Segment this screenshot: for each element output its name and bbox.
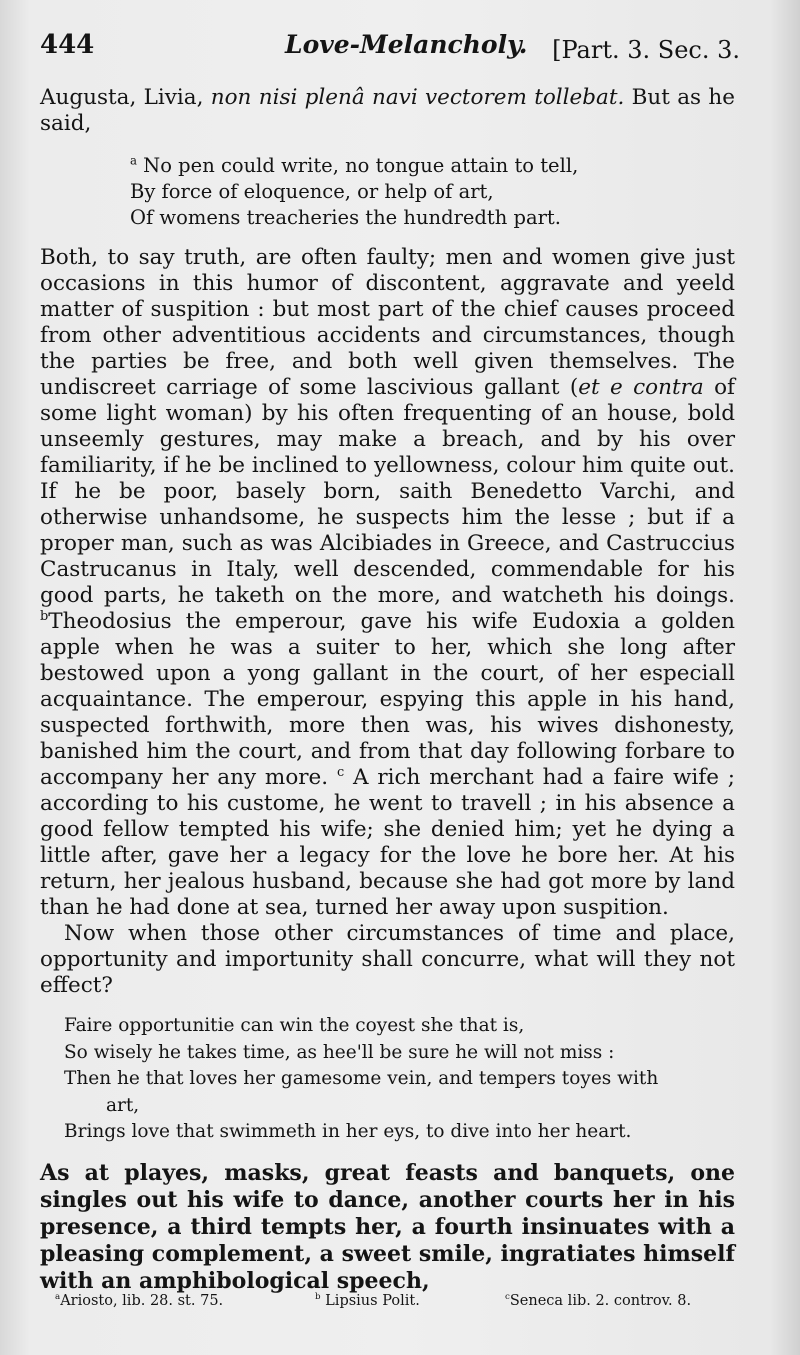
opening-continuation: But as he said,	[40, 85, 735, 136]
footnote-b: $^b$ Lipsius Polit.	[315, 1292, 420, 1309]
page-number: 444	[40, 30, 95, 60]
footnote-marker-b: b	[40, 608, 49, 624]
verse-line: Brings love that swimmeth in her eys, to dive into her heart.	[64, 1121, 632, 1142]
opening-text: Augusta, Livia,	[40, 85, 204, 110]
verse-line: So wisely he takes time, as hee'll be sure he will not miss :	[64, 1041, 615, 1063]
running-title: Love-Melancholy.	[285, 30, 528, 59]
third-paragraph: As at playes, masks, great feasts and banquets, one singles out his wife to dance, another courts her in his presence, a third tempts her, a fourth insinuates with a pleasing complement, a sweet smile, ingratiates himself with an amphibological speech,	[40, 1159, 735, 1294]
opening-paragraph	[40, 85, 735, 137]
verse-line: Faire opportunitie can win the coyest she that is,	[64, 1015, 525, 1036]
verse-line: Then he that loves her gamesome vein, and tempers toyes with	[64, 1068, 659, 1089]
verse-line: $^a$ No pen could write, no tongue attain to tell,	[130, 153, 579, 177]
footnote-a: $^a$Ariosto, lib. 28. st. 75.	[55, 1292, 224, 1309]
page-body	[40, 85, 735, 1295]
main-paragraph: Both, to say truth, are often faulty; men and women give just occasions in this humor of discontent, aggravate and yeeld matter of suspition : but most part of the chief causes proceed from other adventitious accidents and circumstances, though the parties be free, and both well given themselves. The undiscreet carriage of some lascivious gallant (et e contra of some light woman) by his often frequenting of an house, bold unseemly gestures, may make a breach, and by his over familiarity, if he be inclined to yellowness, colour him quite out. If he be poor, basely born, saith Benedetto Varchi, and otherwise unhandsome, he suspects him the lesse ; but if a proper man, such as was Alcibiades in Greece, and Castruccius Castrucanus in Italy, well descended, commendable for his good parts, he taketh on the more, and watcheth his doings. $^b$Theodosius the emperour, gave his wife Eudoxia a golden apple when he was a suiter to her, which she long after bestowed upon a yong gallant in the court, of her especiall acquaintance. The emperour, espying this apple in his hand, suspected forthwith, more then was, his wives dishonesty, banished him the court, and from that day following forbare to accompany her any more. $^c$ A rich merchant had a faire wife ; according to his custome, he went to travell ; in his absence a good fellow tempted his wife; she denied him; yet he dying a little after, gave her a legacy for the love he bore her. At his return, her jealous husband, because she had got more by land than he had done at sea, turned her away upon suspition.	[40, 245, 736, 920]
verse-line: Of womens treacheries the hundredth part.	[130, 206, 561, 229]
verse-block-2	[64, 1013, 735, 1146]
running-header	[40, 30, 740, 70]
footnotes	[55, 1293, 735, 1323]
footnote-marker-c: c	[336, 764, 345, 780]
opening-latin: non nisi plenâ navi vectorem tollebat.	[210, 85, 625, 110]
verse-line: By force of eloquence, or help of art,	[130, 180, 494, 203]
second-paragraph: Now when those other circumstances of time and place, opportunity and importunity shall concurre, what will they not effect?	[40, 921, 735, 998]
verse-line: art,	[106, 1094, 140, 1116]
footnote-c: $^c$Seneca lib. 2. controv. 8.	[505, 1292, 692, 1309]
part-section-label: [Part. 3. Sec. 3.	[552, 36, 740, 64]
footnote-marker-a: a	[130, 153, 137, 168]
latin-phrase: et e contra	[578, 375, 704, 400]
verse-block-1	[130, 153, 735, 231]
